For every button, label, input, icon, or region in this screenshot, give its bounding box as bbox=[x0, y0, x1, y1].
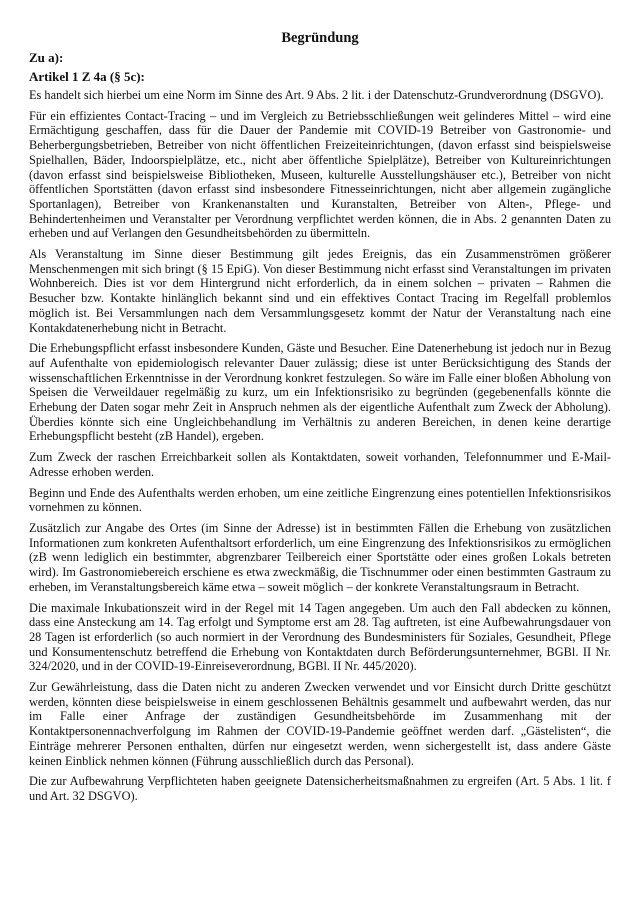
paragraph-datensicherheit: Die zur Aufbewahrung Verpflichteten haben geeignete Datensicherheitsmaßnahmen zu ergreifen (Art. 5 Abs. 1 lit. f und Art. 32 DSGVO). bbox=[29, 774, 611, 803]
paragraph-inkubationszeit: Die maximale Inkubationszeit wird in der Regel mit 14 Tagen angegeben. Um auch den Fall abdecken zu können, dass eine Ansteckung am 14. Tag erfolgt und Symptome erst am 28. Tag auftreten, ist eine Aufbewahrungsdauer von 28 Tagen ist erforderlich (so auch normiert in der Verordnung des Bundesministers für Soziales, Gesundheit, Pflege und Konsumentenschutz betreffend die Erhebung von Kontaktdaten durch Beförderungsunternehmer, BGBl. II Nr. 324/2020, und in der COVID-19-Einreiseverordnung, BGBl. II Nr. 445/2020). bbox=[29, 600, 611, 674]
paragraph-contact-tracing: Für ein effizientes Contact-Tracing – und im Vergleich zu Betriebsschließungen weit gelinderes Mittel – wird eine Ermächtigung geschaffen, dass für die Dauer der Pandemie mit COVID-19 Betreiber von Gastronomie- und Beherbergungsbetrieben, Betreiber von nicht öffentlichen Freizeiteinrichtungen, (davon erfasst sind beispielsweise Spielhallen, Bäder, Indoorspielplätze, etc., nicht aber öffentliche Spielplätze), Betreiber von Kultureinrichtungen (davon erfasst sind beispielsweise Bibliotheken, Museen, kulturelle Ausstellungshäuser etc.), Betreiber von nicht öffentlichen Sportstätten (davon erfasst sind insbesondere Fitnesseinrichtungen, nicht aber allgemein zugängliche Sportanlagen), Betreiber von Krankenanstalten und Kuranstalten, Betreiber von Alten-, Pflege- und Behindertenheimen und Veranstalter per Verordnung verpflichtet werden können, die in Abs. 2 genannten Daten zu erheben und auf Verlangen den Gesundheitsbehörden zu übermitteln. bbox=[29, 108, 611, 241]
paragraph-aufenthaltsort: Zusätzlich zur Angabe des Ortes (im Sinne der Adresse) ist in bestimmten Fällen die Erhebung von zusätzlichen Informationen zum konkreten Aufenthaltsort erforderlich, um eine Eingrenzung des Infektionsrisikos zu ermöglichen (zB wenn lediglich ein bestimmter, abgrenzbarer Teilbereich einer Sportstätte oder eines großen Lokals betreten wird). Im Gastronomiebereich erschiene es etwa zweckmäßig, die Tischnummer oder einen bestimmten Gastraum zu erheben, im Veranstaltungsbereich käme etwa – soweit möglich – der konkrete Veranstaltungsraum in Betracht. bbox=[29, 520, 611, 594]
paragraph-dsgvo-norm: Es handelt sich hierbei um eine Norm im Sinne des Art. 9 Abs. 2 lit. i der Datenschutz-Grundverordnung (DSGVO). bbox=[29, 88, 604, 102]
paragraph-veranstaltung: Als Veranstaltung im Sinne dieser Bestimmung gilt jedes Ereignis, das ein Zusammenströmen größerer Menschenmengen mit sich bringt (§ 15 EpiG). Von dieser Bestimmung nicht erfasst sind Veranstaltungen im privaten Wohnbereich. Dies ist vor dem Hintergrund nicht erforderlich, da in einem solchen – privaten – Rahmen die Besucher bzw. Kontakte hinlänglich bekannt sind und ein effektives Contact Tracing im Regelfall problemlos möglich ist. Bei Versammlungen nach dem Versammlungsgesetz kommt der Natur der Veranstaltung nach eine Kontakdatenerhebung nicht in Betracht. bbox=[29, 247, 611, 335]
section-label: Zu a): bbox=[29, 50, 64, 65]
document-title: Begründung bbox=[281, 30, 359, 46]
paragraph-aufenthalt: Beginn und Ende des Aufenthalts werden erhoben, um eine zeitliche Eingrenzung eines potentiellen Infektionsrisikos vornehmen zu können. bbox=[29, 485, 611, 515]
paragraph-gewaehrleistung: Zur Gewährleistung, dass die Daten nicht zu anderen Zwecken verwendet und vor Einsicht durch Dritte geschützt werden, könnten diese beispielsweise in einem geschlossenen Behältnis gesammelt und aufbewahrt werden, das nur im Falle einer Anfrage der zuständigen Gesundheitsbehörde im Zusammenhang mit der Kontaktpersonennachverfolgung im Rahmen der COVID-19-Pandemie geöffnet werden darf. „Gästelisten“, die Einträge mehrerer Personen enthalten, dürfen nur eingesetzt werden, wenn sichergestellt ist, dass andere Gäste keinen Einblick nehmen können (Führung ausschließlich durch das Personal). bbox=[29, 680, 611, 768]
article-label: Artikel 1 Z 4a (§ 5c): bbox=[29, 69, 145, 84]
paragraph-kontaktdaten: Zum Zweck der raschen Erreichbarkeit sollen als Kontaktdaten, soweit vorhanden, Telefonnummer und E-Mail-Adresse erhoben werden. bbox=[29, 450, 611, 479]
paragraph-erhebungspflicht: Die Erhebungspflicht erfasst insbesondere Kunden, Gäste und Besucher. Eine Datenerhebung ist jedoch nur in Bezug auf Aufenthalte von epidemiologisch relevanter Dauer zulässig; diese ist unter Berücksichtigung des Stands der wissenschaftlichen Erkenntnisse in der Verordnung konkret festzulegen. So wäre im Falle einer bloßen Abholung von Speisen die Verweildauer regelmäßig zu kurz, um ein Infektionsrisiko zu begründen (gegebenenfalls könnte die Erhebung der Daten sogar mehr Zeit in Anspruch nehmen als der eigentliche Aufenthalt zum Zweck der Abholung). Überdies könnte sich eine Ungleichbehandlung im Verhältnis zu anderen Bereichen, in denen keine derartige Erhebungspflicht besteht (zB Handel), ergeben. bbox=[29, 341, 611, 444]
